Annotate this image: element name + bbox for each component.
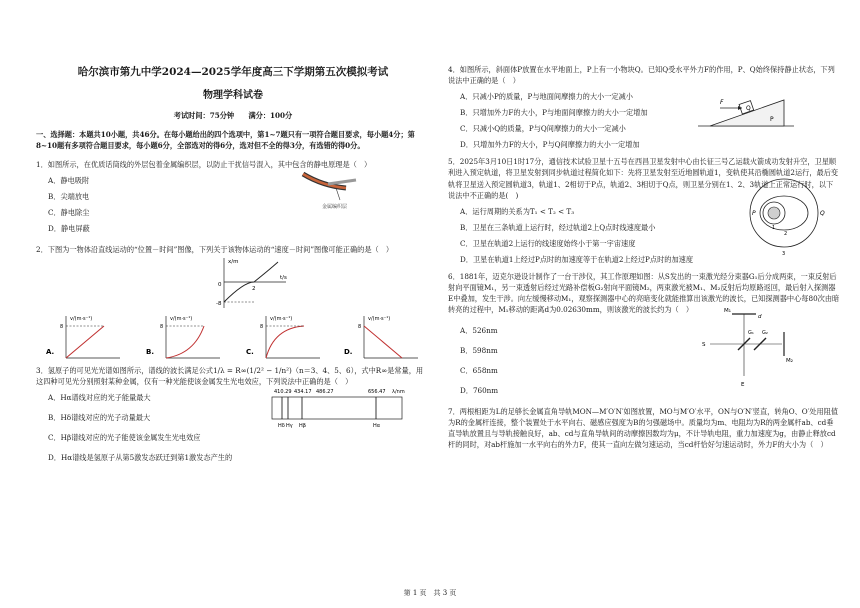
q5-orbit-figure [744, 171, 836, 259]
q6-label-s: S [702, 341, 706, 348]
q3-spectrum-figure [268, 385, 428, 435]
q3-spectrum-value: 410.29 [274, 389, 292, 396]
q2-y-axis: x/m [228, 258, 239, 265]
q6-label-e: E [741, 381, 745, 388]
q4-label-p: P [770, 116, 774, 124]
q3-spectrum-value: 486.27 [316, 389, 334, 396]
section1-heading: 一、选择题：本题共10小题，共46分。在每小题给出的四个选项中，第1~7题只有一项符合题目要求，每小题4分；第8~10题有多项符合题目要求，每小题6分，全部选对的得6分，选对但不全的得3分，有选错的得0分。 [36, 129, 415, 151]
q6-label-m2: M₂ [786, 357, 793, 364]
q5-option-a[interactable]: A．运行周期的关系为T₁ < T₂ < T₃ [460, 206, 575, 216]
q7-stem: 7．两根相距为L的足够长金属直角导轨MON—M′O′N′如图放置，MO与M′O′水平，ON与O′N′竖直，转角O、O′处用阻值为R的金属杆连接，整个装置处于水平向右、磁感应强度为B的匀强磁场中。质量均为m、电阻均为R的两金属杆ab、cd垂直导轨放置且与导轨接触良好，ab、cd与直角导轨间的动摩擦因数均为μ，不计导轨电阻，重力加速度为g，由静止释放cd杆的同时，对ab杆施加一水平向右的外力F，使其一直向左做匀速运动，当cd杆恰好匀速运动时，外力F的大小为（ ） [448, 406, 839, 450]
q2-tick: 8 [160, 323, 164, 330]
q2-choice-letter: D. [344, 347, 353, 356]
q3-option-b[interactable]: B．Hδ谱线对应的光子动量最大 [48, 413, 151, 423]
q6-label-d: d [758, 313, 762, 320]
q6-option-c[interactable]: C．658nm [460, 365, 498, 375]
q3-spectrum-line: Hα [373, 423, 381, 430]
q2-axis: v/(m·s⁻¹) [170, 315, 193, 322]
exam-title: 哈尔滨市第九中学2024—2025学年度高三下学期第五次模拟考试 [77, 66, 389, 78]
q2-choice-letter: B. [146, 347, 154, 356]
q5-stem: 5．2025年3月10日1时17分，通信技术试验卫星十五号在西昌卫星发射中心由长征三号乙运载火箭成功发射升空，卫星顺利进入预定轨道，将卫星发射到同步轨道过程简化如下：先将卫星发射至近地圆轨道1，变轨使其沿椭圆轨道2运行，最后变轨将卫星送入预定圆轨道3，轨道1、2相切于P点，轨道2、3相切于Q点，则卫星分别在1、2、3轨道上正常运行时，以下说法中不正确的是( ) [448, 157, 839, 200]
q2-xt-graph [216, 258, 287, 308]
q2-tick: 8 [358, 323, 362, 330]
question-7 [448, 406, 840, 451]
q4-option-c[interactable]: C．只减小Q的质量，P与Q间摩擦力的大小一定减小 [460, 124, 626, 134]
q3-spectrum-value: 656.47 [368, 389, 386, 396]
q4-label-f: F [720, 99, 724, 107]
q4-option-b[interactable]: B．只增加外力F的大小，P与地面间摩擦力的大小一定增加 [460, 108, 648, 118]
q3-stem: 3．氢原子的可见光光谱如图所示，谱线的波长满足公式1/λ = R∞(1/2² − 1/n²)（n＝3、4、5、6），式中R∞是常量，用这四种可见光分别照射某种金属，仅有一种光能使该金属发生光电效应，下列说法中正确的是（ ） [36, 365, 424, 386]
q4-option-d[interactable]: D．只增加外力F的大小，P与Q间摩擦力的大小一定增加 [460, 140, 640, 150]
q3-spectrum-unit: λ/nm [392, 389, 405, 396]
q2-choice-letter: A. [46, 347, 55, 356]
left-column [36, 64, 430, 471]
q1-cable-figure [298, 166, 368, 214]
q5-option-b[interactable]: B．卫星在三条轨道上运行时，经过轨道2上Q点时线速度最小 [460, 222, 656, 232]
q2-x-axis: t/s [280, 274, 287, 281]
q6-interferometer-figure [698, 304, 808, 394]
question-3 [36, 365, 430, 471]
question-5 [448, 156, 840, 271]
q5-label-3: 3 [782, 250, 786, 257]
page-footer: 第 1 页 共 3 页 [403, 589, 457, 597]
q5-option-d[interactable]: D．卫星在轨道1上经过P点时的加速度等于在轨道2上经过P点时的加速度 [460, 254, 694, 264]
q5-label-2: 2 [784, 230, 788, 237]
q3-option-c[interactable]: C．Hβ谱线对应的光子能使该金属发生光电效应 [48, 433, 201, 443]
q3-spectrum-value: 434.17 [294, 389, 312, 396]
q3-spectrum-line: Hγ [286, 423, 293, 430]
q2-choice-a[interactable] [46, 316, 120, 362]
q2-tick: 8 [60, 323, 64, 330]
q1-option-b[interactable]: B．尖端放电 [48, 192, 90, 202]
question-6 [448, 271, 840, 402]
q2-stem: 2．下图为一物体沿直线运动的“位置－时间”图像，下列关于该物体运动的“速度－时间”图像可能正确的是（ ） [36, 245, 394, 255]
q4-label-q: Q [746, 105, 751, 113]
q5-label-1: 1 [772, 224, 776, 231]
q1-option-a[interactable]: A．静电吸附 [48, 176, 90, 186]
q2-choice-c[interactable] [246, 316, 320, 362]
q6-label-g2: G₂ [762, 329, 768, 336]
q1-option-d[interactable]: D．静电屏蔽 [48, 224, 90, 234]
q6-label-g1: G₁ [748, 329, 754, 336]
q5-label-q: Q [820, 209, 825, 217]
q2-axis: v/(m·s⁻¹) [368, 315, 391, 322]
q1-stem: 1．如图所示，在优质话筒线的外层包着金属编织层，以防止干扰信号混入，其中包含的静电原理是（ ） [36, 160, 372, 170]
q5-label-p: P [752, 209, 756, 217]
exam-subtitle: 物理学科试卷 [203, 90, 263, 102]
q1-option-c[interactable]: C．静电除尘 [48, 208, 90, 218]
q3-option-a[interactable]: A．Hα谱线对应的光子能量最大 [48, 393, 151, 403]
q3-spectrum-line: Hδ [278, 423, 285, 430]
q4-option-a[interactable]: A．只减小P的质量，P与地面间摩擦力的大小一定减小 [460, 92, 633, 102]
q2-figures [36, 256, 430, 362]
q2-choice-d[interactable] [344, 316, 418, 362]
q5-option-c[interactable]: C．卫星在轨道2上运行的线速度始终小于第一宇宙速度 [460, 238, 636, 248]
q2-choice-b[interactable] [146, 316, 220, 362]
q2-axis: v/(m·s⁻¹) [270, 315, 293, 322]
q3-spectrum-line: Hβ [299, 423, 306, 430]
q2-tick-y: -8 [216, 300, 222, 307]
q2-tick-x: 2 [252, 285, 256, 292]
question-2 [36, 244, 430, 364]
q3-option-d[interactable]: D．Hα谱线是氢原子从第5激发态跃迁到第1激发态产生的 [48, 453, 233, 463]
question-1 [36, 159, 430, 236]
q2-axis: v/(m·s⁻¹) [70, 315, 93, 322]
q1-fig-label: 金属编织层 [322, 204, 348, 211]
question-4 [448, 64, 840, 156]
exam-meta: 考试时间：75分钟 满分：100分 [173, 110, 293, 120]
q4-incline-figure [698, 88, 798, 132]
q2-origin: 0 [218, 281, 222, 288]
q2-tick: 8 [260, 323, 264, 330]
q6-stem: 6．1881年，迈克尔逊设计制作了一台干涉仪，其工作原理如图：从S发出的一束激光经分束器G₁后分成两束，一束反射后射向平面镜M₁，另一束透射后经过光路补偿板G₂射向平面镜M₂，两束激光被M₁、M₂反射后均原路返回，最后射入探测器E中叠加，发生干涉。向左缓慢移动M₁，观察探测器中心的亮暗变化就能推算出该激光的波长，已知探测器中心每80次由暗转亮的过程中，M₁移动的距离d为0.02630mm，则该激光的波长约为（ ） [448, 271, 840, 315]
q6-option-a[interactable]: A．526nm [460, 325, 498, 335]
right-column [448, 64, 840, 450]
q4-stem: 4．如图所示，斜面体P放置在水平地面上，P上有一小物块Q。已知Q受水平外力F的作用，P、Q始终保持静止状态，下列说法中正确的是（ ） [448, 65, 835, 86]
q6-option-d[interactable]: D．760nm [460, 385, 499, 395]
q2-choice-letter: C. [246, 347, 254, 356]
q6-label-m1: M₁ [724, 307, 731, 314]
q6-option-b[interactable]: B．598nm [460, 345, 498, 355]
